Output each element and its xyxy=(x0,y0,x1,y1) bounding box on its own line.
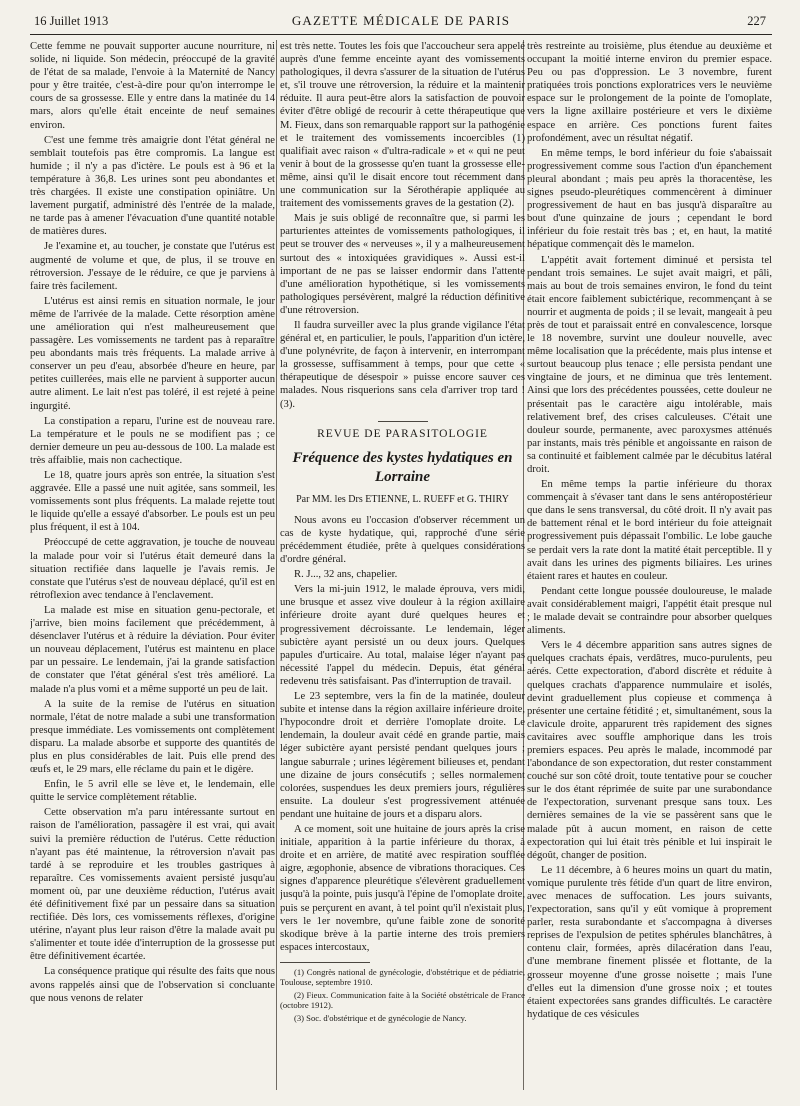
paragraph: Vers la mi-juin 1912, le malade éprouva, vers midi, une brusque et assez vive douleur à la région axillaire inférieure droite ayant duré quelques heures et progressivement décroissante. Le lendemain, léger subictère ayant persisté un ou deux jours. Quelques papules d'urticaire. Au total, malaise léger n'ayant pas nécessité l'appel du médecin. Depuis, état général redevenu très satisfaisant. Pas d'interruption de travail. xyxy=(280,584,525,687)
paragraph: Nous avons eu l'occasion d'observer récemment un cas de kyste hydatique, qui, rapproché d'une série précédemment étudiée, prête à quelques considérations d'ordre général. xyxy=(280,514,525,566)
paragraph: Le 11 décembre, à 6 heures moins un quart du matin, vomique purulente très fétide d'un quart de litre environ, avec menaces de suffocation. Les jours suivants, l'expectoration, sans qu'il y eût vomique à proprement parler, resta surabondante et s'accompagna à diverses reprises de l'expulsion de petites sphérules blanchâtres, à contenu clair, formées, après dilacération dans l'eau, d'une membrane finement plissée et flottante, de la grosseur moyenne d'une grosse noisette ; mais l'une d'elles eut la dimension d'une grosse noix ; et toutes étaient expectorées sans grandes difficultés. Le caractère hydatique de ces vésicules xyxy=(527,864,772,1020)
column-left xyxy=(30,40,275,1095)
paragraph: Cette observation m'a paru intéressante surtout en raison de l'amélioration, passagère il est vrai, qui avait suivi la première réduction de l'utérus. Cette réduction n'ayant pas été maintenue, la rétroversion n'avait pas tardé à se reproduire et les troubles gastriques à reparaître. Ces vomissements avaient persisté jusqu'au moment où, par une deuxième réduction, l'utérus avait été définitivement fixé par un pessaire dans sa situation rectifiée. Dès lors, ces vomissements réflexes, d'origine utérine, n'ayant plus leur raison d'être la malade avait pu s'alimenter et toute idée d'interruption de la grossesse put être définitivement écartée. xyxy=(30,807,275,963)
article-title: Fréquence des kystes hydatiques en Lorraine xyxy=(292,449,513,485)
footnote: (1) Congrès national de gynécologie, d'obstétrique et de pédiatrie, Toulouse, septembre 1910. xyxy=(280,966,525,988)
paragraph: Enfin, le 5 avril elle se lève et, le lendemain, elle quitte le service complètement rétablie. xyxy=(30,779,275,804)
paragraph: La constipation a reparu, l'urine est de nouveau rare. La température et le pouls ne se modifient pas ; ce dernier demeure un peu au-dessous de 100. La malade est très affaiblie, mais non cachectique. xyxy=(30,415,275,466)
issue-date: 16 Juillet 1913 xyxy=(34,14,109,28)
page-number: 227 xyxy=(747,14,766,28)
paragraph: La conséquence pratique qui résulte des faits que nous avons rappelés ainsi que de l'observation si concluante que nous venons de relater xyxy=(30,966,275,1004)
paragraph: En même temps la partie inférieure du thorax commençait à s'évaser tant dans le sens antéropostérieur que dans le sens transversal, du côté droit. Il n'y avait pas de battement rénal et le bord intérieur du foie atteignait progressivement puis dépassait l'ombilic. Le lobe gauche se perdait vers la rate dont la matité était perceptible. Il y avait dans les urines des pigments biliaires. Les urines étaient rares et hautes en couleur. xyxy=(527,479,772,582)
paragraph: Le 18, quatre jours après son entrée, la situation s'est aggravée. Elle a passé une nuit agitée, sans sommeil, les vomissements sont plus fréquents. La malade rejette tout le liquide qu'elle a essayé d'absorber. Le pouls est un peu plus fréquent, il est à 104. xyxy=(30,470,275,534)
column-middle xyxy=(280,40,525,1095)
footnote: (2) Fieux. Communication faite à la Société obstétricale de France (octobre 1912). xyxy=(280,989,525,1011)
paragraph: R. J..., 32 ans, chapelier. xyxy=(294,569,398,581)
paragraph: Cette femme ne pouvait supporter aucune nourriture, ni solide, ni liquide. Son médecin, préoccupé de la gravité de l'état de sa malade, l'envoie à la Maternité de Nancy pour y être traitée, c'est-à-dire pour qu'on interrompe le cours de sa grossesse. Elle y entre dans la matinée du 14 mars, alors qu'elle était enceinte de neuf semaines environ. xyxy=(30,41,275,131)
paragraph: Je l'examine et, au toucher, je constate que l'utérus est augmenté de volume et que, de plus, il se trouve en rétroversion. J'essaye de le réduire, ce que je parviens à faire très facilement. xyxy=(30,241,275,292)
paragraph: Pendant cette longue poussée douloureuse, le malade avait considérablement maigri, l'appétit était presque nul ; le malade devait se contraindre pour absorber quelques aliments. xyxy=(527,585,772,637)
paragraph: est très nette. Toutes les fois que l'accoucheur sera appelé auprès d'une femme enceinte ayant des vomissements pathologiques, il devra s'assurer de la situation de l'utérus et, s'il trouve une rétroversion, la réduire et la maintenir réduite. Il aura peut-être alors la satisfaction de pouvoir éviter d'être obligé de recourir à cette thérapeutique que M. Fieux, dans son remarquable rapport sur la pathogénie et le traitement des vomissements incoercibles (1) qualifiait avec raison « d'ultra-radicale » et « qui ne peut venir à bout de la grossesse qu'en tuant la grossesse elle-même, ainsi qu'il le disait encore tout récemment dans une communication sur la Sérothérapie appliquée au traitement des vomissements graves de la gestation (2). xyxy=(280,41,525,210)
journal-title: GAZETTE MÉDICALE DE PARIS xyxy=(291,13,511,28)
column-right xyxy=(527,40,772,1095)
running-header xyxy=(30,10,772,35)
column-divider xyxy=(276,40,277,1090)
paragraph: Vers le 4 décembre apparition sans autres signes de quelques crachats épais, verdâtres, muco-purulents, peu aérés. Cette expectoration, d'abord discrète et réduite à quelques crachats d'apparence nummulaire et isolés, devint graduellement plus copieuse et commença à présenter une certaine fétidité ; et, simultanément, sous la clavicule droite, apparurent très rapidement des signes cavitaires avec souffle amphorique dans les trois premiers espaces. Peu après le malade, incommodé par l'abondance de son expectoration, dut rester constamment couché sur son côté droit, toute tentative pour se coucher sur le dos étant réprimée de suite par une surabondance de l'expectoration, survenant presque sans toux. Les dernières semaines de la vie se passèrent sans que le malade pût à aucun moment, en raison de cette expectoration qui lui était très pénible et lui inspirait le dégoût, changer de position. xyxy=(527,640,772,861)
paragraph: Préoccupé de cette aggravation, je touche de nouveau la malade pour voir si l'utérus était demeuré dans la situation rectifiée dans laquelle je l'avais remis. Je constate que l'utérus s'est de nouveau déplacé, qu'il est en rétroflexion avec tendance à l'enclavement. xyxy=(30,537,275,601)
article-authors: Par MM. les Drs ETIENNE, L. RUEFF et G. THIRY xyxy=(296,493,509,505)
footnote: (3) Soc. d'obstétrique et de gynécologie de Nancy. xyxy=(294,1012,467,1023)
paragraph: L'utérus est ainsi remis en situation normale, le jour même de l'arrivée de la malade. Cette résorption amène une amélioration qui n'est malheureusement que passagère. Les vomissements ne tardent pas à reparaître peu abondants mais très fréquents. La malade arrive à conserver un peu d'eau, absorbée d'heure en heure, par petites cuillerées, mais elle ne parvient à supporter aucun autre aliment. Le lait n'est pas toléré, il est rejeté à peine ingurgité. xyxy=(30,295,275,412)
footnote-rule xyxy=(280,962,370,963)
paragraph: Mais je suis obligé de reconnaître que, si parmi les parturientes atteintes de vomissements pathologiques, il peut se trouver des « nerveuses », il y a malheureusement surtout des « intoxiquées gravidiques ». Aussi est-il important de ne pas se laisser endormir dans l'attente d'une amélioration hypothétique, si les vomissements pathologiques persévèrent, malgré la réduction définitive d'une rétroversion. xyxy=(280,213,525,316)
paragraph: Le 23 septembre, vers la fin de la matinée, douleur subite et intense dans la région axillaire inférieure droite, l'hypocondre droit et derrière l'omoplate droite. Le lendemain, la douleur avait cédé en grande partie, mais léger subictère ayant persisté pendant quelques jours ; langue saburrale ; urines légèrement bilieuses et, pendant une dizaine de jours consécutifs ; selles normalement colorées, suspendues les deux premiers jours, régulières ensuite. La douleur s'est progressivement atténuée pendant une huitaine de jours et a disparu alors. xyxy=(280,691,525,820)
paragraph: A ce moment, soit une huitaine de jours après la crise initiale, apparition à la partie inférieure du thorax, à droite et en arrière, de matité avec respiration soufflée aigre, ægophonie, absence de vibrations thoraciques. Ces signes d'apparence pleurétique s'élevèrent graduellement jusqu'à la pointe, puis jusqu'à l'épine de l'omoplate droite, puis se perçurent en avant, à tel point qu'il n'existait plus, vers le 1er novembre, qu'une faible zone de sonorité skodique brève à la partie interne des trois premiers espaces intercostaux, xyxy=(280,823,525,953)
paragraph: A la suite de la remise de l'utérus en situation normale, l'état de notre malade a subi une transformation presque immédiate. Les vomissements ont complètement disparu. La malade absorbe et supporte des quantités de plus en plus considérables de lait. Puis elle prend des œufs et, le 29 mars, elle réclame du pain et le digère. xyxy=(30,698,275,776)
paragraph: L'appétit avait fortement diminué et persista tel pendant trois semaines. Le sujet avait maigri, et pâli, mais au bout de trois semaines environ, le fond du teint était encore faiblement subictérique, recommençant à se nourrir et augmenta de poids ; il se levait, mangeait à peu près de tout et paraissait entré en convalescence, lorsque le 18 novembre, survint une douleur nouvelle, avec même localisation que la précédente, mais plus intense et surtout beaucoup plus tenace ; elle persista pendant une vingtaine de jours, et ne diminua que très lentement. Ainsi que lors des précédentes poussées, cette douleur ne présentait pas le caractère aigu intolérable, mais relativement bref, des crises calculeuses. C'était une douleur sourde, permanente, avec paroxysmes atténués par instants, mais très pénible et angoissante en raison de sa continuité et faiblement calmée par le décubitus latéral droit. xyxy=(527,254,772,475)
paragraph: très restreinte au troisième, plus étendue au deuxième et occupant la moitié interne environ du premier espace. Peu ou pas d'oppression. Le 3 novembre, furent pratiquées trois ponctions exploratrices vers le neuvième espace sur le prolongement de la pointe de l'omoplate, vers la ligne axillaire postérieure et vers le dixième espace en arrière. Ces ponctions furent faites profondément, avec un résultat négatif. xyxy=(527,41,772,144)
section-heading: REVUE DE PARASITOLOGIE xyxy=(317,427,488,440)
section-rule xyxy=(378,421,428,422)
paragraph: La malade est mise en situation genu-pectorale, et j'arrive, bien moins facilement que précédemment, à désenclaver l'utérus et à réduire la déviation. Pour éviter un nouveau déplacement, l'utérus est maintenu en place par un pessaire. Le lendemain, j'ai la grande satisfaction de constater que l'état général s'est très amélioré. La malade n'a plus vomi et a même supporté un peu de lait. xyxy=(30,604,275,695)
paragraph: En même temps, le bord inférieur du foie s'abaissait progressivement comme sous l'action d'un épanchement pleural abondant ; mais peu après la thoracentèse, les signes pseudo-pleurétiques commencèrent à diminuer progressivement de haut en bas jusqu'à disparaître au bout d'une quinzaine de jours ; cependant le bord inférieur du foie restait très bas ; et, en haut, la matité hépatique commençait dès le mamelon. xyxy=(527,147,772,251)
paragraph: Il faudra surveiller avec la plus grande vigilance l'état général et, en particulier, le pouls, l'apparition d'un ictère, d'une polynévrite, de façon à intervenir, en interrompant la grossesse, suffisamment à temps, pour que cette « thérapeutique de désespoir » puisse encore sauver ces malades. Nous risquerions sans cela d'arriver trop tard ! (3). xyxy=(280,319,525,410)
paragraph: C'est une femme très amaigrie dont l'état général ne semblait toutefois pas être compromis. La langue est humide ; il n'y a pas d'ictère. Le pouls est à 96 et la température à 36,8. Les urines sont peu abondantes et très chargées. Il existe une constipation opiniâtre. Un lavement purgatif, administré dès l'entrée de la malade, ne tarde pas à amener l'évacuation d'une quantité notable de matières dures. xyxy=(30,134,275,238)
